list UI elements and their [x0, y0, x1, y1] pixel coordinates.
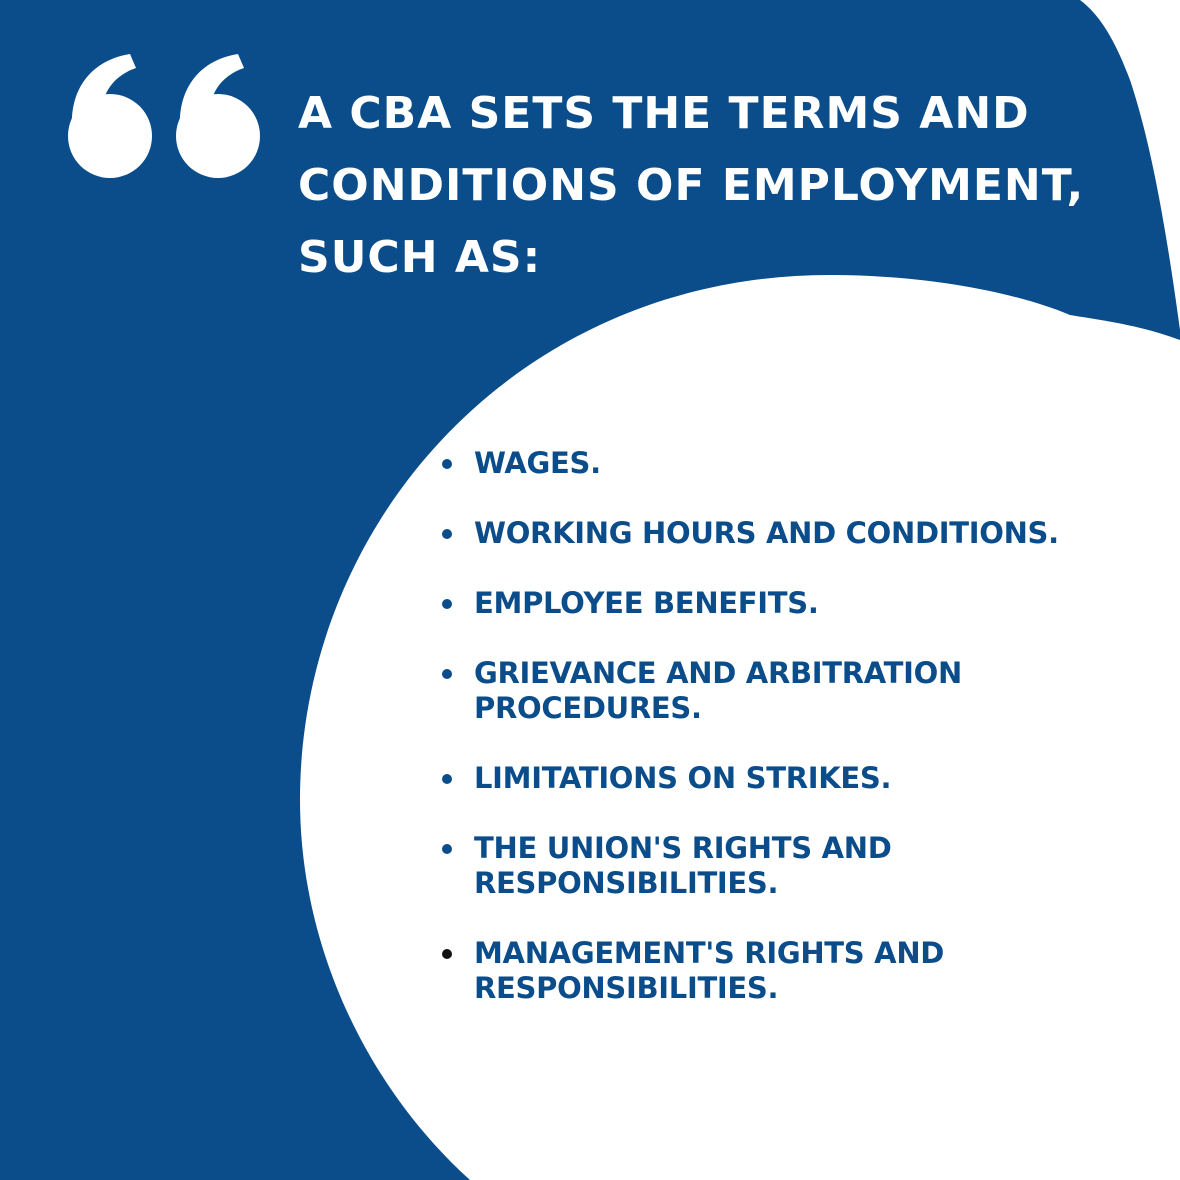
headline-line-3: SUCH AS:	[298, 232, 542, 283]
headline-line-2: CONDITIONS OF EMPLOYMENT,	[298, 160, 1085, 211]
list-item-text-continued: RESPONSIBILITIES.	[474, 866, 779, 900]
list-item	[440, 656, 1140, 726]
bullet-icon	[442, 599, 452, 609]
list-item-text: MANAGEMENT'S RIGHTS AND	[474, 936, 945, 970]
list-item-text: THE UNION'S RIGHTS AND	[474, 831, 892, 865]
headline-line-1: A CBA SETS THE TERMS AND	[298, 88, 1030, 139]
list-item-text-continued: RESPONSIBILITIES.	[474, 971, 779, 1005]
terms-list	[440, 446, 1140, 1041]
bullet-icon	[442, 844, 452, 854]
bullet-icon	[442, 529, 452, 539]
list-item	[440, 761, 1140, 796]
list-item	[440, 936, 1140, 1006]
list-item-text-continued: PROCEDURES.	[474, 691, 702, 725]
headline	[298, 78, 1138, 294]
list-item-text: WORKING HOURS AND CONDITIONS.	[474, 516, 1059, 550]
bullet-icon	[442, 949, 452, 959]
list-item-text: WAGES.	[474, 446, 601, 480]
bullet-icon	[442, 669, 452, 679]
list-item	[440, 586, 1140, 621]
list-item	[440, 516, 1140, 551]
bullet-icon	[442, 774, 452, 784]
list-item-text: LIMITATIONS ON STRIKES.	[474, 761, 892, 795]
list-item	[440, 446, 1140, 481]
quote-open-icon	[62, 48, 272, 188]
bullet-icon	[442, 459, 452, 469]
list-item	[440, 831, 1140, 901]
list-item-text: EMPLOYEE BENEFITS.	[474, 586, 819, 620]
list-item-text: GRIEVANCE AND ARBITRATION	[474, 656, 962, 690]
